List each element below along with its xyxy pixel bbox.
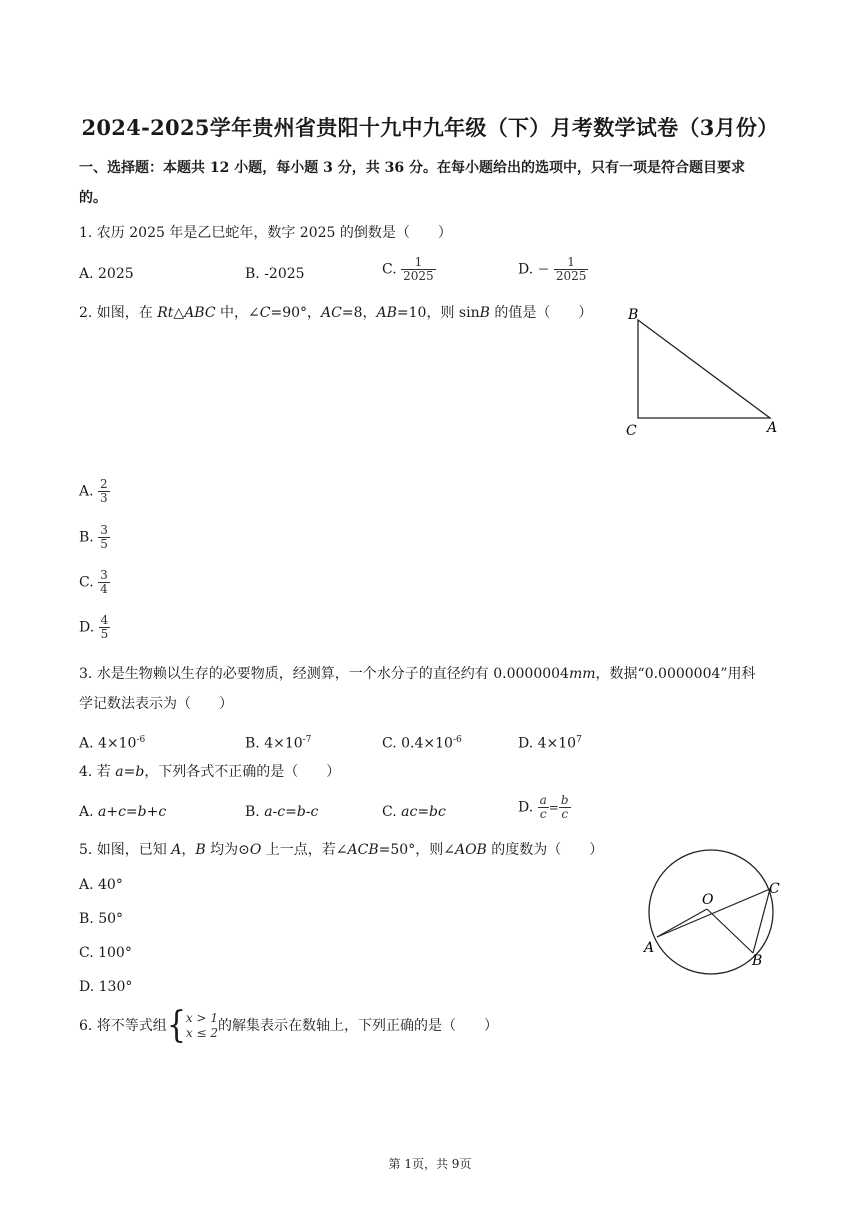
label-c: C bbox=[769, 881, 780, 897]
section-heading-line1: 一、选择题：本题共 12 小题，每小题 3 分，共 36 分。在每小题给出的选项中，只有一项是符合题目要求 bbox=[79, 160, 745, 176]
fraction: $\frac{1}{2025}$ bbox=[403, 255, 434, 283]
question-2-option-a: A. $\frac{2}{3}$ bbox=[79, 477, 108, 505]
brace: { bbox=[166, 1004, 186, 1047]
question-2-option-c: C. $\frac{3}{4}$ bbox=[79, 568, 108, 596]
question-2-option-d: D. $\frac{4}{5}$ bbox=[79, 613, 109, 641]
question-1-option-d: D. − $\frac{1}{2025}$ bbox=[518, 255, 587, 283]
question-1-stem: 1. 农历 2025 年是乙巳蛇年，数字 2025 的倒数是（ ） bbox=[79, 225, 452, 241]
question-1-option-b: B. -2025 bbox=[245, 266, 305, 282]
option-label: D. bbox=[518, 261, 534, 278]
vertex-label-b: B bbox=[628, 307, 639, 323]
question-3-option-b: B. $4\times 10^{-7}$ bbox=[245, 735, 312, 752]
question-1-option-c bbox=[382, 256, 436, 283]
segment-ob bbox=[707, 909, 753, 953]
section-heading-line2: 的。 bbox=[79, 190, 107, 206]
question-4-option-d: D. $\frac{a}{c}$ = $\frac{b}{c}$ bbox=[518, 793, 569, 821]
vertex-label-a: A bbox=[767, 420, 778, 436]
question-5-option-d: D. 130° bbox=[79, 979, 133, 995]
segment-oa bbox=[657, 909, 707, 937]
fraction: $\frac{1}{2025}$ bbox=[555, 255, 587, 283]
segment-bc bbox=[753, 889, 770, 953]
question-3-option-d: D. $4\times 10^7$ bbox=[518, 735, 582, 752]
question-4-option-c: C. ac=bc bbox=[382, 804, 446, 820]
question-5-option-b: B. 50° bbox=[79, 911, 124, 927]
page-title: 2024-2025学年贵州省贵阳十九中九年级（下）月考数学试卷（3月份） bbox=[81, 115, 779, 140]
triangle-abc bbox=[638, 320, 770, 418]
question-6-stem: 6. 将不等式组{ x > 1 x ≤ 2 的解集表示在数轴上，下列正确的是（ ） bbox=[79, 1004, 498, 1047]
label-b: B bbox=[752, 953, 763, 969]
question-3-option-c: C. $0.4\times 10^{-6}$ bbox=[382, 735, 462, 752]
question-5-option-a: A. 40° bbox=[79, 877, 123, 893]
question-4-option-b: B. a-c=b-c bbox=[245, 804, 319, 820]
question-4-option-a: A. a+c=b+c bbox=[79, 804, 167, 820]
inequality-system: x > 1 x ≤ 2 bbox=[185, 1011, 218, 1040]
page-footer: 第 1页，共 9页 bbox=[388, 1157, 472, 1171]
question-1-option-a: A. 2025 bbox=[79, 266, 134, 282]
question-2-stem: 2. 如图，在 Rt△ABC 中，∠C=90°，AC=8，AB=10，则 sinB 的值是（ ） bbox=[79, 305, 593, 321]
question-3-option-a: A. $4\times 10^{-6}$ bbox=[79, 735, 146, 752]
question-5-stem: 5. 如图，已知 A，B 均为⊙O 上一点，若∠ACB=50°，则∠AOB 的度数为（ ） bbox=[79, 842, 604, 858]
circle-figure bbox=[636, 848, 796, 976]
question-3-stem-line2: 学记数法表示为（ ） bbox=[79, 696, 233, 712]
question-4-stem: 4. 若 a=b，下列各式不正确的是（ ） bbox=[79, 764, 341, 780]
segment-ac bbox=[657, 889, 770, 937]
label-a: A bbox=[644, 940, 655, 956]
label-o: O bbox=[702, 892, 714, 908]
question-3-stem-line1: 3. 水是生物赖以生存的必要物质，经测算，一个水分子的直径约有 0.0000004mm，数据“0.0000004”用科 bbox=[79, 666, 756, 682]
option-label: C. bbox=[382, 261, 397, 278]
question-2-option-b: B. $\frac{3}{5}$ bbox=[79, 523, 108, 551]
question-5-option-c: C. 100° bbox=[79, 945, 132, 961]
right-triangle-figure bbox=[620, 300, 790, 440]
vertex-label-c: C bbox=[626, 423, 637, 439]
